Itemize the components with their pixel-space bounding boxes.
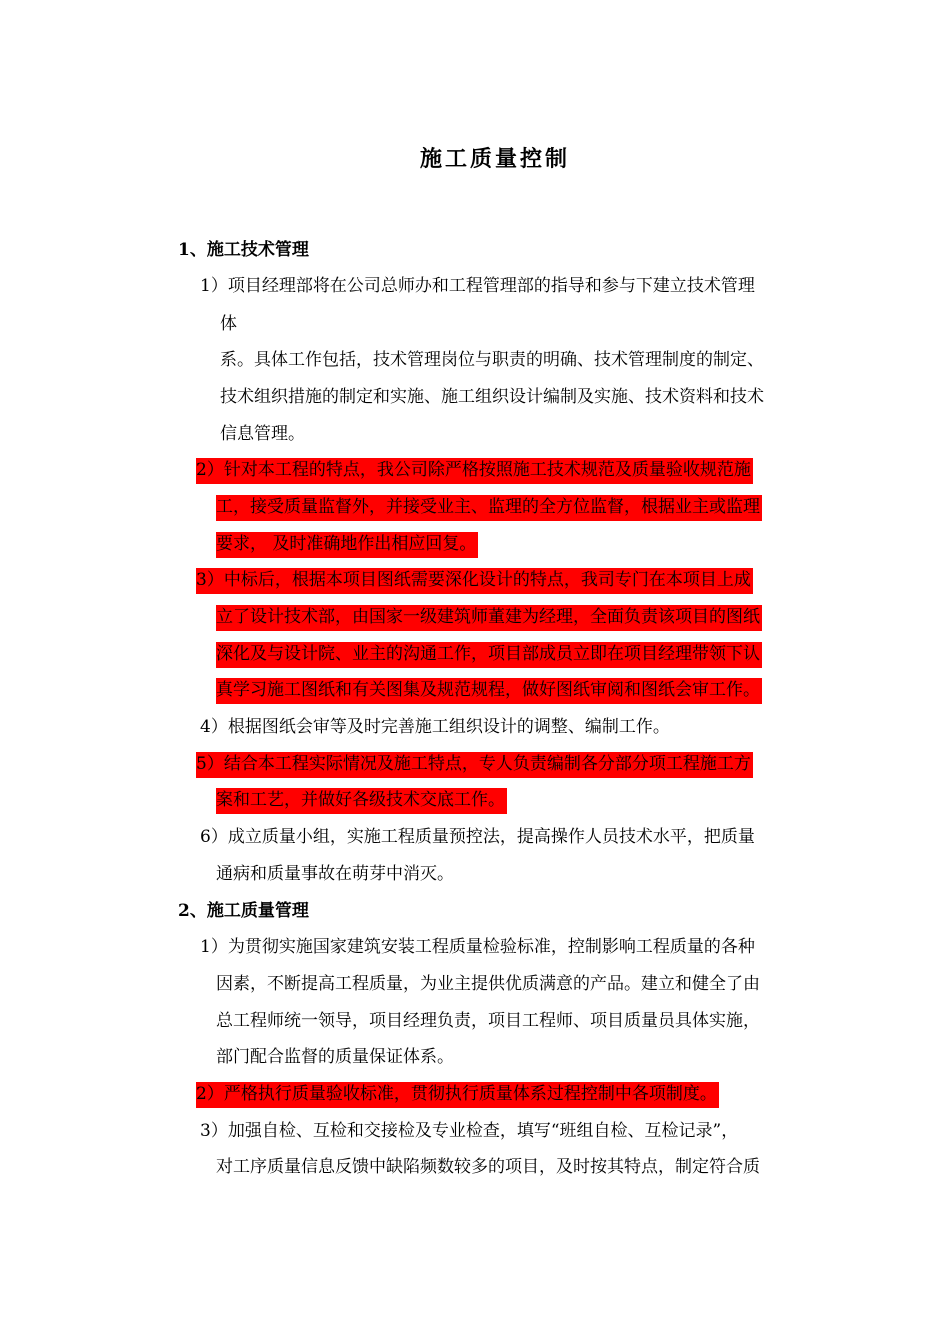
s1-item3-line1-highlighted: 3）中标后，根据本项目图纸需要深化设计的特点，我司专门在本项目上成 bbox=[196, 568, 753, 594]
s2-item1-line4: 部门配合监督的质量保证体系。 bbox=[216, 1047, 454, 1067]
s1-item1-line5: 信息管理。 bbox=[220, 424, 305, 444]
section-1-heading: 1、施工技术管理 bbox=[178, 240, 309, 260]
s1-item1-line4: 技术组织措施的制定和实施、施工组织设计编制及实施、技术资料和技术 bbox=[220, 387, 764, 407]
s2-item2-line1-highlighted: 2）严格执行质量验收标准，贯彻执行质量体系过程控制中各项制度。 bbox=[196, 1082, 719, 1108]
s1-item5-line1-highlighted: 5）结合本工程实际情况及施工特点，专人负责编制各分部分项工程施工方 bbox=[196, 752, 753, 778]
s1-item2-line2-highlighted: 工，接受质量监督外，并接受业主、监理的全方位监督，根据业主或监理 bbox=[216, 495, 762, 521]
s2-item1-line3: 总工程师统一领导，项目经理负责，项目工程师、项目质量员具体实施， bbox=[216, 1011, 760, 1031]
s1-item6-line2: 通病和质量事故在萌芽中消灭。 bbox=[216, 864, 454, 884]
s2-item3-line2: 对工序质量信息反馈中缺陷频数较多的项目，及时按其特点，制定符合质 bbox=[216, 1157, 760, 1177]
section-2-heading: 2、施工质量管理 bbox=[178, 901, 309, 921]
s1-item5-line2-highlighted: 案和工艺，并做好各级技术交底工作。 bbox=[216, 788, 507, 814]
s1-item2-line3-highlighted: 要求， 及时准确地作出相应回复。 bbox=[216, 532, 478, 558]
s1-item3-line4-highlighted: 真学习施工图纸和有关图集及规范规程，做好图纸审阅和图纸会审工作。 bbox=[216, 678, 762, 704]
s2-item1-line2: 因素，不断提高工程质量，为业主提供优质满意的产品。建立和健全了由 bbox=[216, 974, 760, 994]
s1-item4-line1: 4）根据图纸会审等及时完善施工组织设计的调整、编制工作。 bbox=[200, 717, 670, 737]
s1-item1-line1: 1）项目经理部将在公司总师办和工程管理部的指导和参与下建立技术管理 bbox=[200, 276, 755, 296]
s1-item2-line1-highlighted: 2）针对本工程的特点，我公司除严格按照施工技术规范及质量验收规范施 bbox=[196, 458, 753, 484]
s1-item3-line3-highlighted: 深化及与设计院、业主的沟通工作，项目部成员立即在项目经理带领下认 bbox=[216, 642, 762, 668]
s1-item1-line2: 体 bbox=[220, 314, 237, 334]
s1-item3-line2-highlighted: 立了设计技术部，由国家一级建筑师董建为经理，全面负责该项目的图纸 bbox=[216, 605, 762, 631]
document-title: 施工质量控制 bbox=[419, 146, 570, 172]
s1-item1-line3: 系。具体工作包括，技术管理岗位与职责的明确、技术管理制度的制定、 bbox=[220, 350, 764, 370]
s2-item3-line1: 3）加强自检、互检和交接检及专业检查，填写“班组自检、互检记录”， bbox=[200, 1121, 739, 1141]
s2-item1-line1: 1）为贯彻实施国家建筑安装工程质量检验标准，控制影响工程质量的各种 bbox=[200, 937, 755, 957]
s1-item6-line1: 6）成立质量小组，实施工程质量预控法，提高操作人员技术水平，把质量 bbox=[200, 827, 755, 847]
